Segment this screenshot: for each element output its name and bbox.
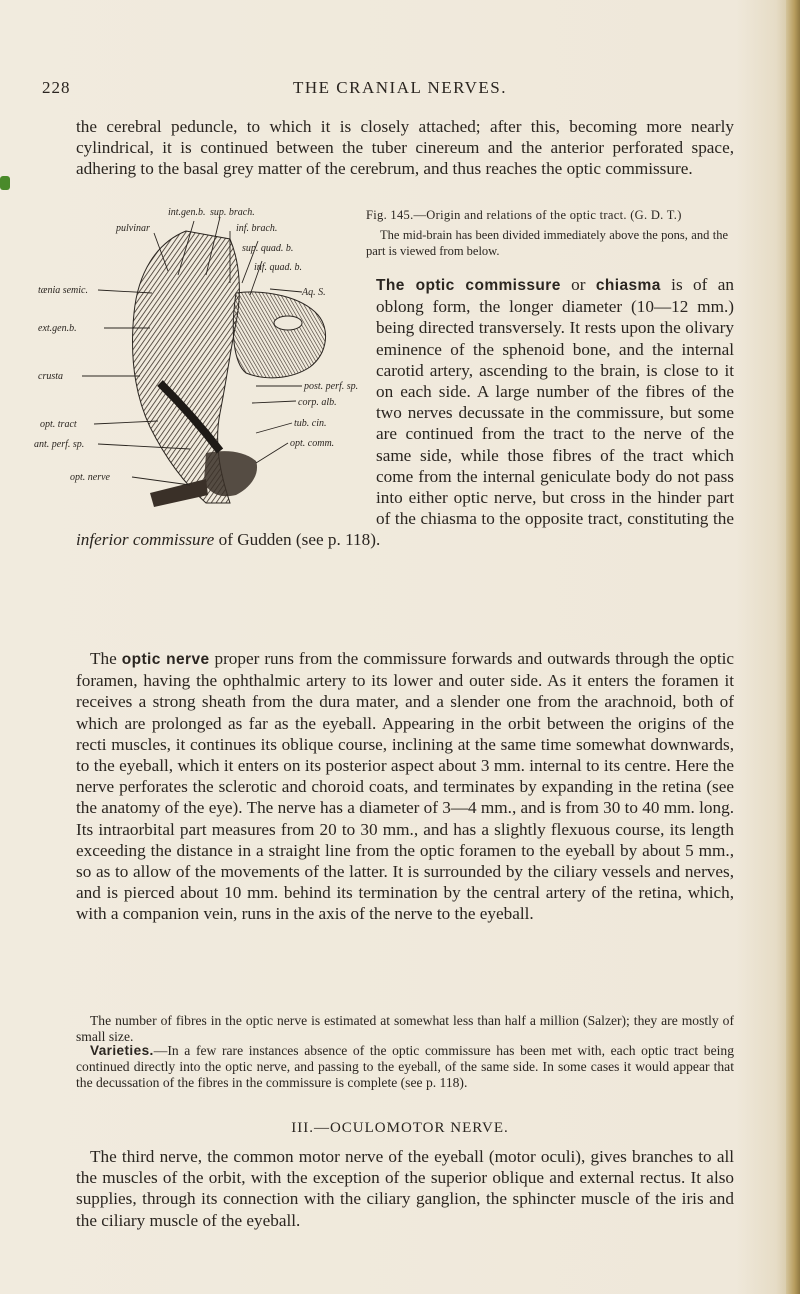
page-number: 228	[42, 78, 71, 97]
paragraph-optic-commissure	[76, 274, 734, 551]
label-aq-s: Aq. S.	[302, 287, 326, 298]
label-pulvinar: pulvinar	[116, 223, 150, 234]
label-sup-quad-b: sup. quad. b.	[242, 243, 294, 254]
term-varieties: Varieties.	[90, 1043, 154, 1058]
paragraph-3-body: proper runs from the commissure forwards and outwards through the optic foramen, having the ophthalmic artery to its lower and outer side. As it enters the foramen it receives a strong sheath from the dura mater, and a slender one from the arachnoid, both of which are prolonged as far as the eyeball. Appearing in the orbit between the origins of the recti muscles, it continues its oblique course, inclining at the same time somewhat downwards, to the eyeball, which it enters on its posterior aspect about 3 mm. internal to its centre. Here the nerve perforates the sclerotic and choroid coats, and terminates by expanding in the retina (see the anatomy of the eye). The nerve has a diameter of 3—4 mm., and is from 30 to 40 mm. long. Its intraorbital part measures from 20 to 30 mm., and has a slightly flexuous course, its length exceeding the distance in a straight line from the optic foramen to the eyeball by about 5 mm., so as to allow of the movements of the latter. It is surrounded by the ciliary vessels and nerves, and is pierced about 10 mm. behind its termination by the central artery of the retina, which, with a companion vein, runs in the axis of the nerve to the eyeball.	[76, 649, 734, 924]
label-tub-cin: tub. cin.	[294, 418, 327, 429]
page-edge	[786, 0, 800, 1294]
paragraph-optic-nerve	[76, 648, 734, 925]
figure-caption	[366, 207, 728, 259]
figure-wrap-spacer	[76, 274, 376, 516]
term-optic-commissure: The optic commissure	[376, 277, 561, 294]
paragraph-3-lead: The	[90, 649, 122, 668]
margin-mark	[0, 176, 10, 190]
label-ext-gen-b: ext.gen.b.	[38, 323, 77, 334]
running-head: THE CRANIAL NERVES.	[293, 78, 507, 97]
term-inferior-commissure: inferior commissure	[76, 530, 215, 550]
caption-title: Fig. 145.—Origin and relations of the optic tract. (G. D. T.)	[366, 208, 682, 222]
label-sup-brach: sup. brach.	[210, 207, 255, 218]
label-taenia-semic: tænia semic.	[38, 285, 88, 296]
label-opt-tract: opt. tract	[40, 419, 77, 430]
label-opt-nerve: opt. nerve	[70, 472, 110, 483]
section-title: III.—OCULOMOTOR NERVE.	[291, 1120, 509, 1136]
page-header	[0, 78, 800, 102]
label-crusta: crusta	[38, 371, 63, 382]
term-optic-nerve: optic nerve	[121, 651, 210, 668]
label-post-perf-sp: post. perf. sp.	[304, 381, 359, 392]
label-corp-alb: corp. alb.	[298, 397, 337, 408]
note-fibre-count: The number of fibres in the optic nerve is estimated at somewhat less than half a million (Salzer); they are mostly of small size.	[76, 1013, 734, 1045]
paragraph-1: the cerebral peduncle, to which it is closely attached; after this, becoming more nearly cylindrical, it is continued between the tuber cinereum and the anterior perforated space, adhering to the basal grey matter of the cerebrum, and thus reaches the optic commissure.	[76, 117, 734, 179]
paragraph-2-body: is of an oblong form, the longer diameter (10—12 mm.) being directed transversely. It rests upon the olivary eminence of the sphenoid bone, and the internal carotid artery, ascending to the brain, is close to it on each side. A large number of the fibres of the two nerves decussate in the commissure, but some are continued from the tract to the nerve of the same side, while those fibres of the tract which come from the internal geniculate body do not pass into either optic nerve, but cross in the hinder part of the chiasma to the opposite tract, constituting the	[376, 275, 734, 529]
term-chiasma: chiasma	[595, 277, 661, 294]
label-inf-quad-b: inf. quad. b.	[254, 262, 303, 273]
text-or: or	[560, 275, 596, 294]
label-int-gen-b: int.gen.b.	[168, 207, 206, 218]
label-ant-perf-sp: ant. perf. sp.	[34, 439, 85, 450]
paragraph-oculomotor: The third nerve, the common motor nerve of the eyeball (motor oculi), gives branches to all the muscles of the orbit, with the exception of the superior oblique and external rectus. It also supplies, through its connection with the ciliary ganglion, the sphincter muscle of the iris and the ciliary muscle of the eyeball.	[76, 1147, 734, 1230]
varieties-body: —In a few rare instances absence of the optic commissure has been met with, each optic tract being continued directly into the optic nerve, and passing to the eyeball, of the same side. In some cases it would appear that the decussation of the fibres in the commissure is complete (see p. 118).	[76, 1043, 734, 1091]
label-opt-comm: opt. comm.	[290, 438, 335, 449]
note-varieties	[76, 1043, 734, 1092]
caption-body: The mid-brain has been divided immediately above the pons, and the part is viewed from below.	[366, 228, 728, 258]
label-inf-brach: inf. brach.	[236, 223, 278, 234]
paragraph-2-tail: of Gudden (see p. 118).	[214, 530, 381, 550]
